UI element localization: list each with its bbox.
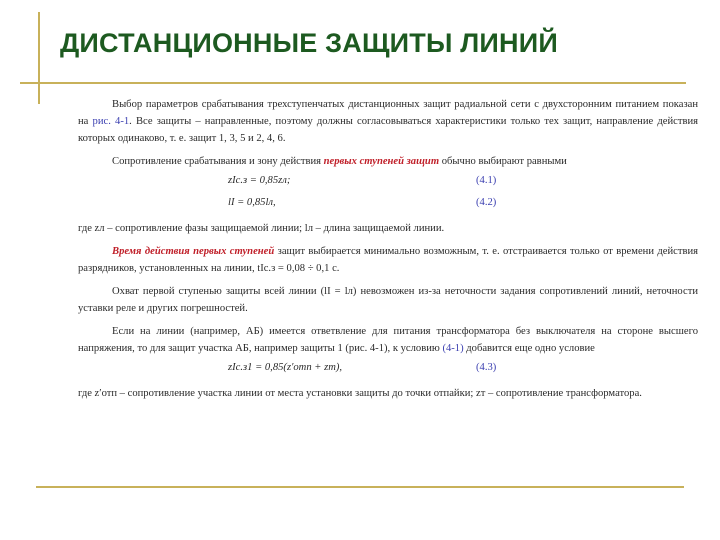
paragraph-definitions: где zл – сопротивление фазы защищаемой линии; lл – длина защищаемой линии. xyxy=(78,223,445,234)
paragraph-first-stage-zone xyxy=(78,153,698,170)
text: Выбор параметров срабатывания трехступенчатых дистанционных защит радиальной сети с двухсторонним питанием показан на xyxy=(78,99,698,127)
formula: zIс.з = 0,85zл; xyxy=(228,175,291,186)
equation-4-2 xyxy=(78,192,698,214)
highlight-first-stages: первых ступеней защит xyxy=(323,156,440,167)
equation-number: (4.3) xyxy=(476,362,497,373)
text: добавится еще одно условие xyxy=(463,343,595,354)
text: Сопротивление срабатывания и зону действия xyxy=(112,156,324,167)
highlight-action-time: Время действия первых ступеней xyxy=(112,246,275,257)
equation-number: (4.1) xyxy=(476,175,497,186)
paragraph-action-time xyxy=(78,243,698,277)
text: Если на линии (например, АБ) имеется ответвление для питания трансформатора без выключателя на стороне высшего напряжения, то для защит участка АБ, например защиты 1 (рис. 4-1), к условию xyxy=(78,326,698,354)
text: обычно выбирают равными xyxy=(439,156,567,167)
page-title: ДИСТАНЦИОННЫЕ ЗАЩИТЫ ЛИНИЙ xyxy=(60,28,558,58)
accent-top-rule xyxy=(20,82,686,84)
equation-4-1 xyxy=(78,170,698,192)
paragraph-branch xyxy=(78,323,698,357)
formula: lI = 0,85lл, xyxy=(228,197,276,208)
figure-ref: рис. 4-1 xyxy=(92,116,130,127)
text: защит выбирается минимально возможным, т. е. отстраивается только от времени действия разрядников, установленных на линии, tIс.з = 0,08 ÷ 0,1 с. xyxy=(78,246,699,274)
equation-4-3 xyxy=(78,357,698,379)
equation-number: (4.2) xyxy=(476,197,497,208)
accent-vertical-rule xyxy=(38,12,40,104)
paragraph-coverage: Охват первой ступенью защиты всей линии (lI = lл) невозможен из-за неточности задания сопротивлений линий, неточности уставки реле и других погрешностей. xyxy=(78,286,698,314)
paragraph-branch-definitions: где z′отп – сопротивление участка линии от места установки защиты до точки отпайки; zт – сопротивление трансформатора. xyxy=(78,388,642,399)
formula: zIс.з1 = 0,85(z′отп + zт), xyxy=(228,362,343,373)
accent-bottom-rule xyxy=(36,486,684,488)
paragraph-intro xyxy=(78,96,698,147)
document-body xyxy=(78,96,698,402)
text: . Все защиты – направленные, поэтому должны согласовываться характеристики только тех защит, направление действия которых одинаково, т. е. защит 1, 3, 5 и 2, 4, 6. xyxy=(78,116,698,144)
equation-ref: (4-1) xyxy=(442,343,464,354)
